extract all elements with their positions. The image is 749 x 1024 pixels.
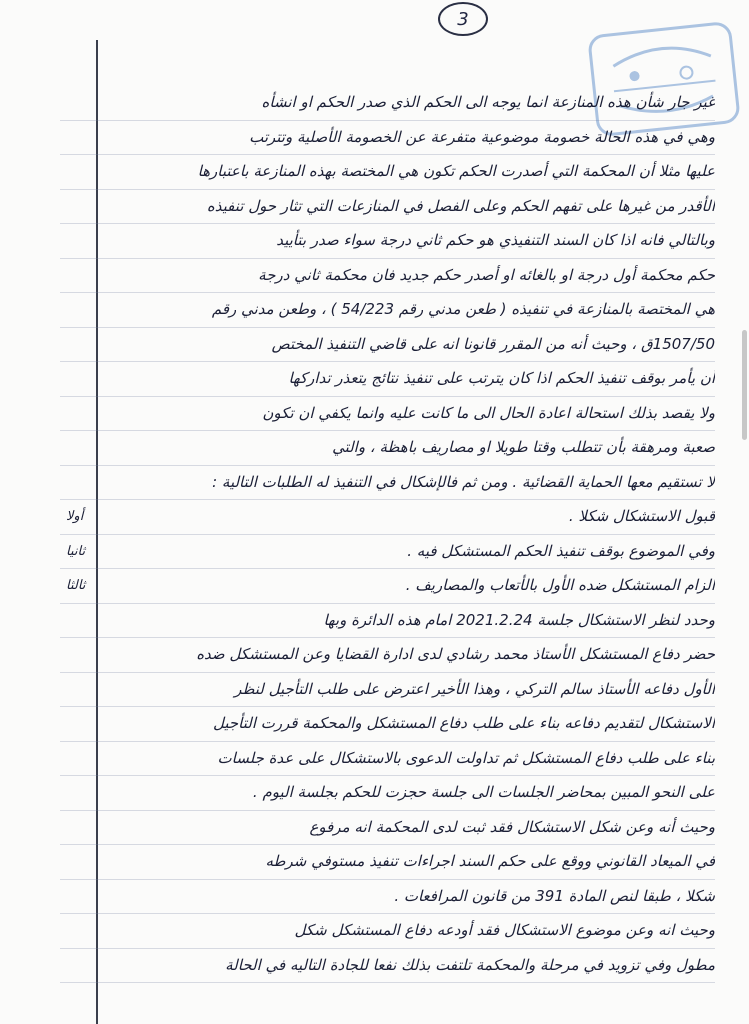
proceedings-line: مطول وفي تزويد في مرحلة والمحكمة تلتفت بذلك نفعا للجادة التاليه في الحالة [60,949,715,984]
proceedings-line: على النحو المبين بمحاضر الجلسات الى جلسة حجزت للحكم بجلسة اليوم . [60,776,715,811]
proceedings-line: في الميعاد القانوني ووقع على حكم السند اجراءات تنفيذ مستوفي شرطه [60,845,715,880]
proceedings-line: وحيث انه وعن موضوع الاستشكال فقد أودعه دفاع المستشكل شكل [60,914,715,949]
request-item [60,500,715,535]
paragraph-line: عليها مثلا أن المحكمة التي أصدرت الحكم تكون هي المختصة بهذه المنازعة باعتبارها [60,155,715,190]
request-text: قبول الاستشكال شكلا . [568,507,715,525]
request-text: وفي الموضوع بوقف تنفيذ الحكم المستشكل فيه . [407,541,715,560]
paragraph-line: الأقدر من غيرها على تفهم الحكم وعلى الفصل في المنازعات التي تثار حول تنفيذه [60,190,715,225]
request-text: الزام المستشكل ضده الأول بالأتعاب والمصاريف . [405,576,715,594]
scrollbar[interactable] [742,330,747,440]
proceedings-line: شكلا ، طبقا لنص المادة 391 من قانون المرافعات . [60,880,715,915]
paragraph-line: أن يأمر بوقف تنفيذ الحكم اذا كان يترتب على تنفيذ نتائج يتعذر تداركها [60,362,715,397]
paragraph-line: 1507/50ق ، وحيث أنه من المقرر قانونا انه على قاضي التنفيذ المختص [60,328,715,363]
proceedings-line: الأول دفاعه الأستاذ سالم التركي ، وهذا الأخير اعترض على طلب التأجيل لنظر [60,673,715,708]
proceedings-line: وحيث أنه وعن شكل الاستشكال فقد ثبت لدى المحكمة انه مرفوع [60,811,715,846]
proceedings-line: وحدد لنظر الاستشكال جلسة 2021.2.24 امام هذه الدائرة وبها [60,604,715,639]
proceedings-line: بناء على طلب دفاع المستشكل ثم تداولت الدعوى بالاستشكال على عدة جلسات [60,742,715,777]
paragraph-line: هي المختصة بالمنازعة في تنفيذه ( طعن مدني رقم 54/223 ) ، وطعن مدني رقم [60,293,715,328]
paragraph-line: ولا يقصد بذلك استحالة اعادة الحال الى ما كانت عليه وانما يكفي ان تكون [60,397,715,432]
page-number: 3 [438,2,488,36]
paragraph-line: غير جار شأن هذه المنازعة انما يوجه الى الحكم الذي صدر الحكم او انشأه [60,86,715,121]
request-item [60,535,715,570]
request-marker: أولا [66,509,84,524]
request-marker: ثانيا [66,543,86,559]
proceedings-line: الاستشكال لتقديم دفاعه بناء على طلب دفاع المستشكل والمحكمة قررت التأجيل [60,707,715,742]
paragraph-line: وهي في هذه الحالة خصومة موضوعية متفرعة عن الخصومة الأصلية وتترتب [60,121,715,156]
proceedings-line: حضر دفاع المستشكل الأستاذ محمد رشادي لدى ادارة القضايا وعن المستشكل ضده [60,638,715,673]
paragraph-line: حكم محكمة أول درجة او بالغائه او أصدر حكم جديد فان محكمة ثاني درجة [60,259,715,294]
paragraph-line: لا تستقيم معها الحماية القضائية . ومن ثم فالإشكال في التنفيذ له الطلبات التالية : [60,466,715,501]
request-item [60,569,715,604]
request-marker: ثالثا [66,578,86,593]
paragraph-line: صعبة ومرهقة بأن تتطلب وقتا طويلا او مصاريف باهظة ، والتي [60,431,715,466]
handwritten-body [60,86,715,983]
paragraph-line: وبالتالي فانه اذا كان السند التنفيذي هو حكم ثاني درجة سواء صدر بتأييد [60,224,715,259]
